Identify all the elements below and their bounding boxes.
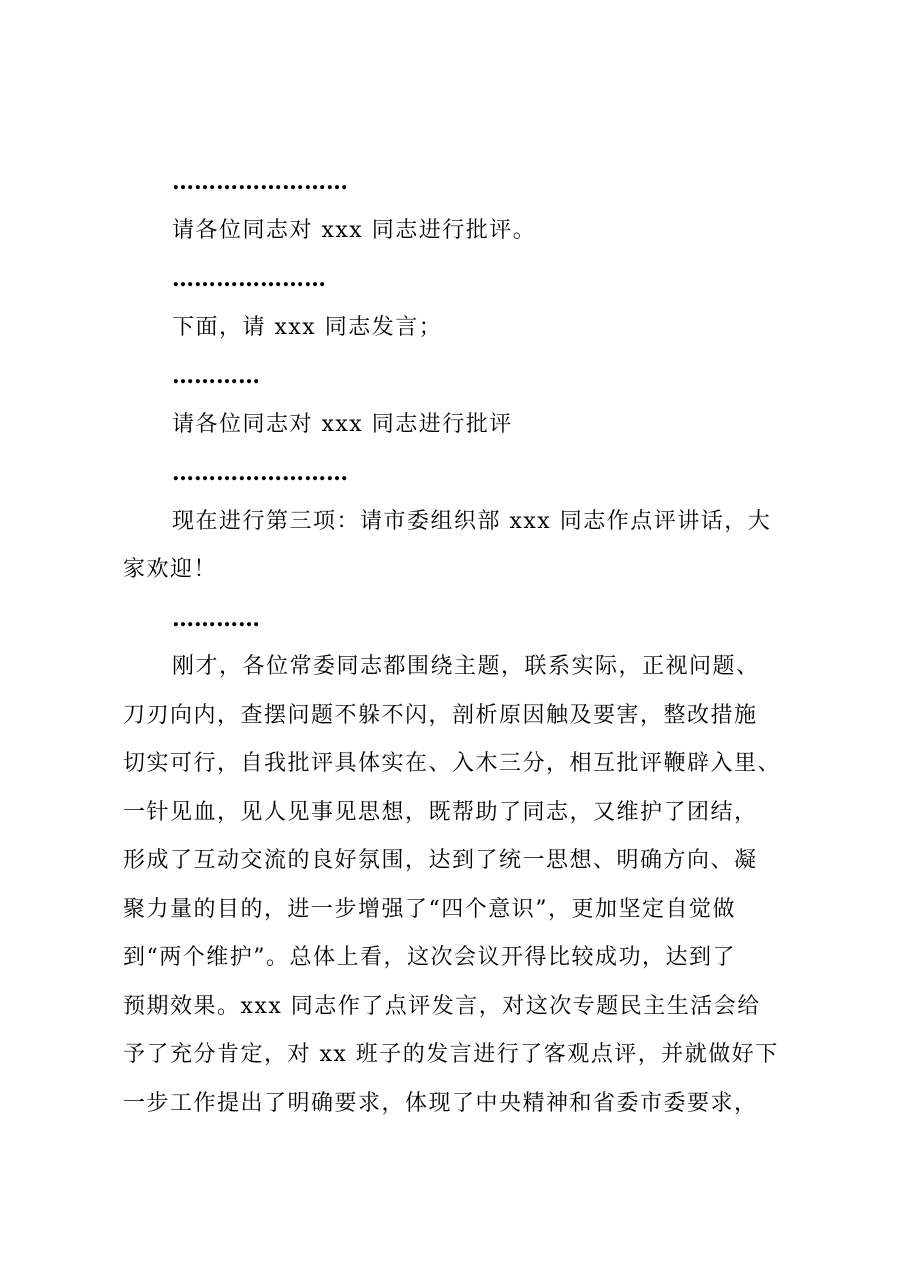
ellipsis-separator: ………………… [172, 266, 326, 292]
paragraph-line: 聚力量的目的，进一步增强了“四个意识”，更加坚定自觉做 [123, 896, 736, 922]
ellipsis-separator: ………… [172, 605, 260, 632]
paragraph-line: 请各位同志对 xxx 同志进行批评。 [172, 217, 537, 243]
paragraph-line: 刚才，各位常委同志都围绕主题，联系实际，正视问题、 [172, 654, 760, 679]
paragraph-line: 予了充分肯定，对 xx 班子的发言进行了客观点评，并就做好下 [123, 1042, 779, 1067]
paragraph-line: 预期效果。xxx 同志作了点评发言，对这次专题民主生活会给 [123, 993, 761, 1019]
paragraph-line: 现在进行第三项：请市委组织部 xxx 同志作点评讲话，大 [172, 508, 772, 534]
paragraph-line: 刀刃向内，查摆问题不躲不闪，剖析原因触及要害，整改措施 [123, 702, 758, 728]
paragraph-line: 形成了互动交流的良好氛围，达到了统一思想、明确方向、凝 [123, 848, 758, 873]
paragraph-line: 下面，请 xxx 同志发言； [172, 314, 443, 340]
paragraph-line: 家欢迎！ [123, 557, 218, 582]
paragraph-line: 一步工作提出了明确要求，体现了中央精神和省委市委要求， [123, 1090, 758, 1116]
paragraph-line: 一针见血，见人见事见思想，既帮助了同志，又维护了团结， [123, 799, 758, 825]
document-body [123, 158, 803, 1128]
paragraph-line: 到“两个维护”。总体上看，这次会议开得比较成功，达到了 [123, 945, 736, 970]
paragraph-line: 切实可行，自我批评具体实在、入木三分，相互批评鞭辟入里、 [123, 751, 782, 776]
ellipsis-separator: …………………… [172, 169, 348, 195]
paragraph-line: 请各位同志对 xxx 同志进行批评 [172, 411, 513, 437]
ellipsis-separator: …………………… [172, 460, 348, 486]
ellipsis-separator: ………… [172, 363, 260, 389]
